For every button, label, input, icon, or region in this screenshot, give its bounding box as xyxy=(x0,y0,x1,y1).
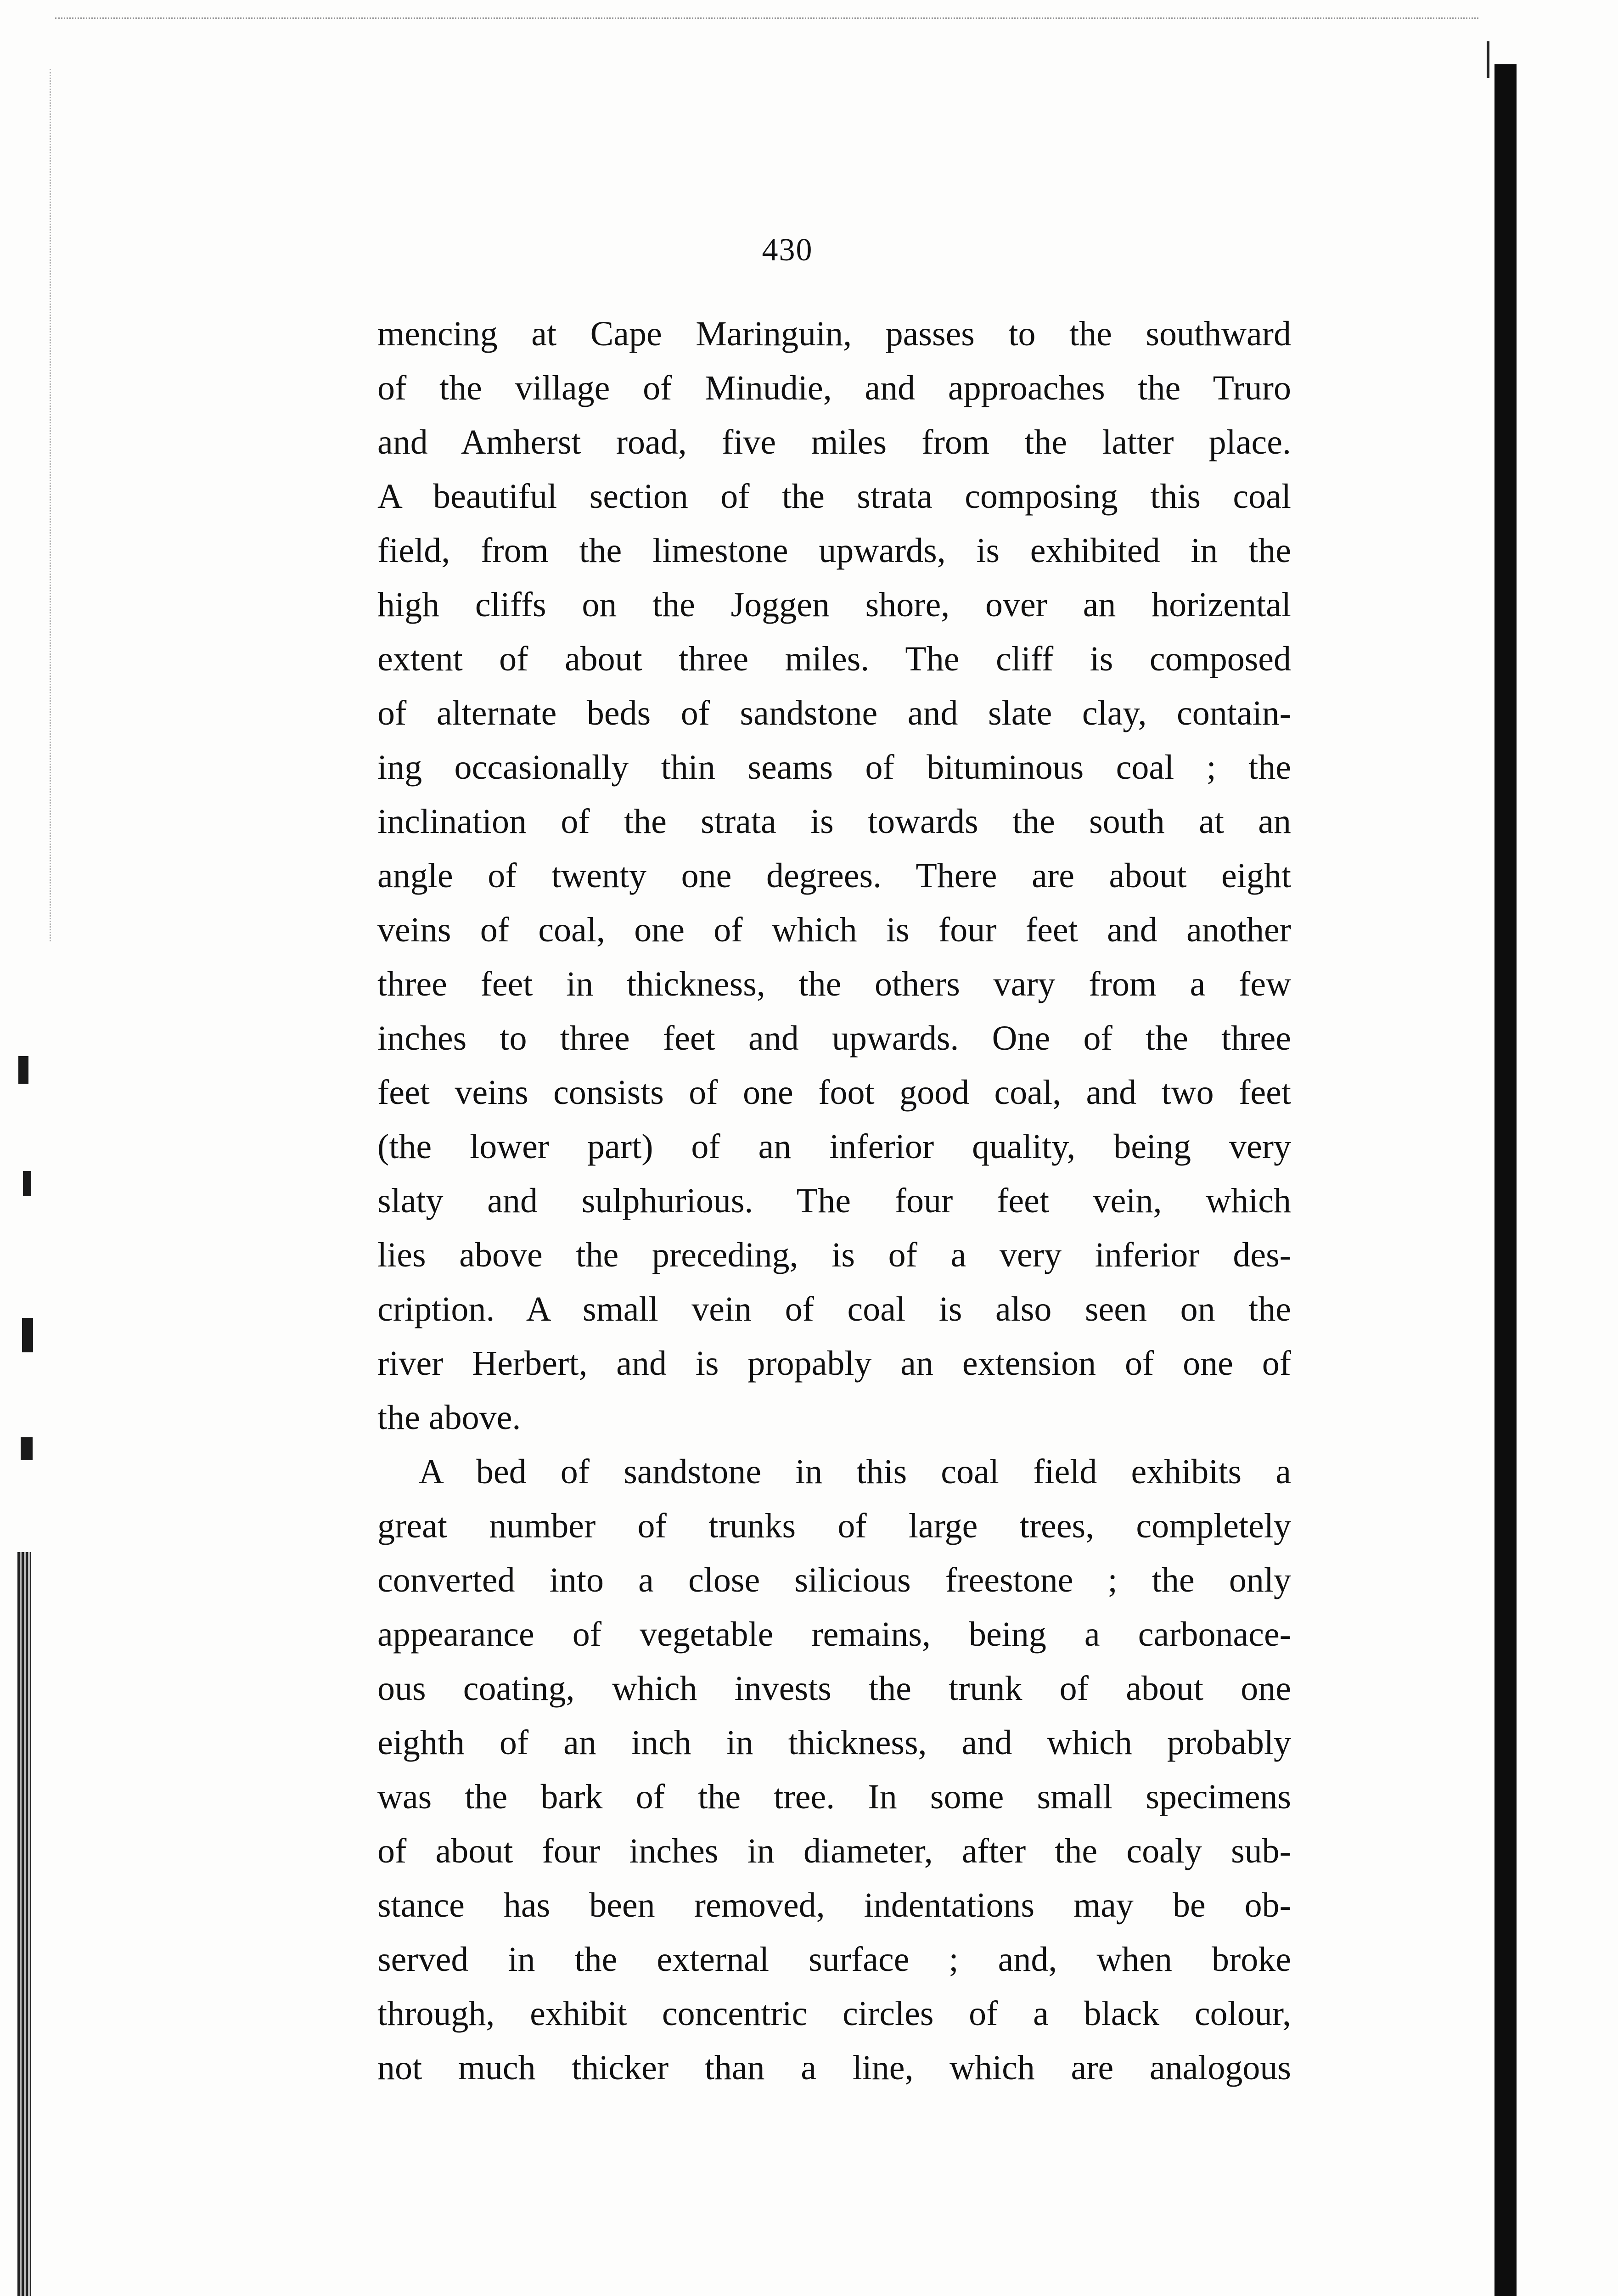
text-line: great number of trunks of large trees, completely xyxy=(377,1507,1291,1545)
spine-mark xyxy=(22,1318,33,1352)
top-edge-artifact xyxy=(55,17,1478,22)
text-line: inches to three feet and upwards. One of the three xyxy=(377,1019,1291,1058)
text-line: three feet in thickness, the others vary from a few xyxy=(377,965,1291,1003)
text-line: river Herbert, and is propably an extension of one of xyxy=(377,1344,1291,1383)
text-line: appearance of vegetable remains, being a carbonace- xyxy=(377,1615,1291,1654)
text-line: and Amherst road, five miles from the latter place. xyxy=(377,423,1291,461)
spine-mark xyxy=(18,1056,28,1084)
text-line: of the village of Minudie, and approaches the Truro xyxy=(377,369,1291,407)
text-line: ous coating, which invests the trunk of about one xyxy=(377,1669,1291,1708)
right-page-edge xyxy=(1494,64,1517,2296)
text-line: eighth of an inch in thickness, and which probably xyxy=(377,1723,1291,1762)
text-line: was the bark of the tree. In some small specimens xyxy=(377,1778,1291,1816)
spine-mark xyxy=(23,1171,31,1196)
text-line: through, exhibit concentric circles of a black colour, xyxy=(377,1994,1291,2033)
spine-mark xyxy=(17,1552,31,2296)
text-line: veins of coal, one of which is four feet and another xyxy=(377,911,1291,949)
text-line: cription. A small vein of coal is also seen on the xyxy=(377,1290,1291,1328)
text-line: field, from the limestone upwards, is exhibited in the xyxy=(377,531,1291,570)
text-line: mencing at Cape Maringuin, passes to the southward xyxy=(377,315,1291,353)
binding-spine-artifact xyxy=(0,987,53,2296)
body-text xyxy=(377,307,1291,2095)
paragraph-end-line: the above. xyxy=(377,1398,521,1437)
text-line: inclination of the strata is towards the south at an xyxy=(377,802,1291,841)
text-line: slaty and sulphurious. The four feet vein, which xyxy=(377,1182,1291,1220)
text-line: A beautiful section of the strata composing this coal xyxy=(377,477,1291,516)
text-line: ing occasionally thin seams of bituminous coal ; the xyxy=(377,748,1291,787)
text-line: high cliffs on the Joggen shore, over an horizental xyxy=(377,585,1291,624)
text-line: converted into a close silicious freestone ; the only xyxy=(377,1561,1291,1599)
text-line: of about four inches in diameter, after the coaly sub- xyxy=(377,1832,1291,1870)
text-line: extent of about three miles. The cliff is composed xyxy=(377,640,1291,678)
page-number: 430 xyxy=(762,232,813,268)
text-line: not much thicker than a line, which are analogous xyxy=(377,2048,1291,2087)
right-edge-artifact xyxy=(1487,41,1489,78)
text-line: stance has been removed, indentations may be ob- xyxy=(377,1886,1291,1925)
text-line: angle of twenty one degrees. There are about eight xyxy=(377,856,1291,895)
text-line: feet veins consists of one foot good coal, and two feet xyxy=(377,1073,1291,1112)
text-line: of alternate beds of sandstone and slate clay, contain- xyxy=(377,694,1291,732)
spine-mark xyxy=(21,1437,33,1460)
paragraph-start-line: A bed of sandstone in this coal field exhibits a xyxy=(419,1452,1291,1491)
text-line: served in the external surface ; and, when broke xyxy=(377,1940,1291,1979)
left-edge-artifact xyxy=(50,69,53,941)
text-line: (the lower part) of an inferior quality, being very xyxy=(377,1127,1291,1166)
text-line: lies above the preceding, is of a very inferior des- xyxy=(377,1236,1291,1274)
